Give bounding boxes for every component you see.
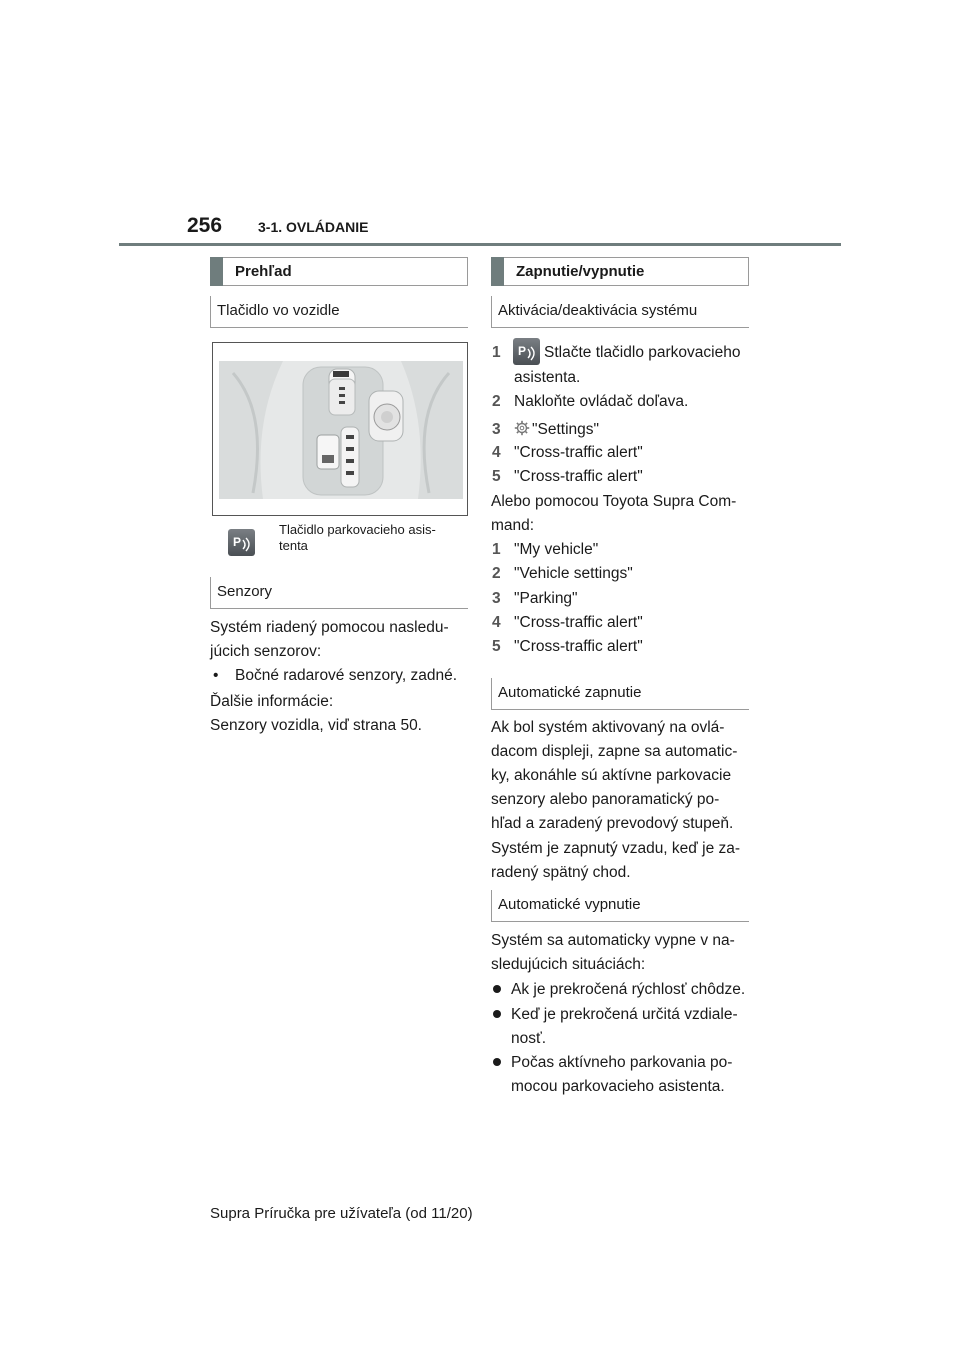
paragraph-line: Ďalšie informácie: [210,693,334,710]
step-item [492,635,643,659]
step-text: asistenta. [514,369,581,386]
section-header-overview [210,257,468,286]
section-header-on-off [491,257,749,286]
step-number: 2 [492,565,501,582]
paragraph-line: Ak bol systém aktivovaný na ovlá- [491,719,725,736]
paragraph-line: hľad a zaradený prevodový stupeň. [491,815,734,832]
step-number: 5 [492,468,501,485]
subheading-text: Automatické vypnutie [498,896,641,913]
step-text: "Cross-traffic alert" [514,638,643,655]
step-text: "My vehicle" [514,541,599,558]
paragraph-line: dacom displeji, zapne sa automatic- [491,743,738,760]
step-text: "Cross-traffic alert" [514,468,643,485]
section-header-bar [210,257,223,286]
bullet-dot [493,1010,501,1018]
step-number: 4 [492,444,501,461]
bullet-dot [493,985,501,993]
step-text: "Parking" [514,590,578,607]
paragraph-line: Senzory vozidla, viď strana 50. [210,717,422,734]
paragraph-line: mand: [491,517,535,534]
step-text: "Cross-traffic alert" [514,444,643,461]
settings-gear-icon [514,420,532,436]
svg-text:P: P [518,344,527,358]
bullet-continuation: nosť. [511,1030,547,1047]
step-item [492,611,643,635]
paragraph-line: Systém riadený pomocou nasledu- [210,619,449,636]
icon-caption-line2: tenta [279,538,308,553]
header-rule [119,243,841,246]
subheading-activation [491,296,749,328]
bullet-item [491,978,745,1002]
step-item [492,390,688,414]
bullet-item [491,1003,738,1027]
step-number: 3 [492,421,501,438]
paragraph-line: radený spätný chod. [491,864,631,881]
subheading-sensors [210,577,468,609]
step-item [492,341,514,365]
subheading-auto-on [491,678,749,710]
step-number: 1 [492,541,501,558]
paragraph-line: sledujúcich situáciách: [491,956,646,973]
subheading-auto-off [491,890,749,922]
footer-text: Supra Príručka pre užívateľa (od 11/20) [210,1205,473,1222]
chapter-title: 3-1. OVLÁDANIE [258,219,369,235]
parking-assist-button-icon [513,338,540,365]
step-item [492,465,643,489]
subheading-text: Aktivácia/deaktivácia systému [498,302,698,319]
center-console-illustration [213,343,468,516]
svg-text:P: P [233,535,242,549]
bullet-item [210,664,457,688]
icon-caption-line1: Tlačidlo parkovacieho asis- [279,522,436,537]
bullet-text: Keď je prekročená určitá vzdiale- [511,1006,738,1023]
step-number: 5 [492,638,501,655]
step-item [492,441,643,465]
bullet-text: Ak je prekročená rýchlosť chôdze. [511,981,746,998]
paragraph-line: júcich senzorov: [210,643,322,660]
parking-assist-button-icon [228,529,255,556]
subheading-text: Tlačidlo vo vozidle [217,302,340,319]
step-number: 1 [492,344,501,361]
paragraph-line: Alebo pomocou Toyota Supra Com- [491,493,737,510]
subheading-text: Senzory [217,583,273,600]
step-number: 2 [492,393,501,410]
section-header-title: Zapnutie/vypnutie [516,263,645,280]
section-header-bar [491,257,504,286]
paragraph-line: ky, akonáhle sú aktívne parkovacie [491,767,732,784]
bullet-text: Bočné radarové senzory, zadné. [235,667,458,684]
bullet-dot [493,1058,501,1066]
step-text: Nakloňte ovládač doľava. [514,393,689,410]
section-header-title: Prehľad [235,263,292,280]
bullet-item [491,1051,732,1075]
step-text: Stlačte tlačidlo parkovacieho [544,344,741,361]
step-text: "Cross-traffic alert" [514,614,643,631]
bullet-mark: • [213,667,219,684]
step-number: 4 [492,614,501,631]
step-item [492,538,598,562]
step-text: "Settings" [532,421,600,438]
step-number: 3 [492,590,501,607]
subheading-button-in-vehicle [210,296,468,328]
step-item [492,562,633,586]
step-item [492,587,578,611]
bullet-text: Počas aktívneho parkovania po- [511,1054,733,1071]
subheading-text: Automatické zapnutie [498,684,642,701]
paragraph-line: Systém sa automaticky vypne v na- [491,932,735,949]
step-item [492,418,599,442]
page-number: 256 [187,214,223,237]
vehicle-console-figure [212,342,468,516]
bullet-continuation: mocou parkovacieho asistenta. [511,1078,725,1095]
step-text: "Vehicle settings" [514,565,633,582]
paragraph-line: senzory alebo panoramatický po- [491,791,720,808]
paragraph-line: Systém je zapnutý vzadu, keď je za- [491,840,741,857]
